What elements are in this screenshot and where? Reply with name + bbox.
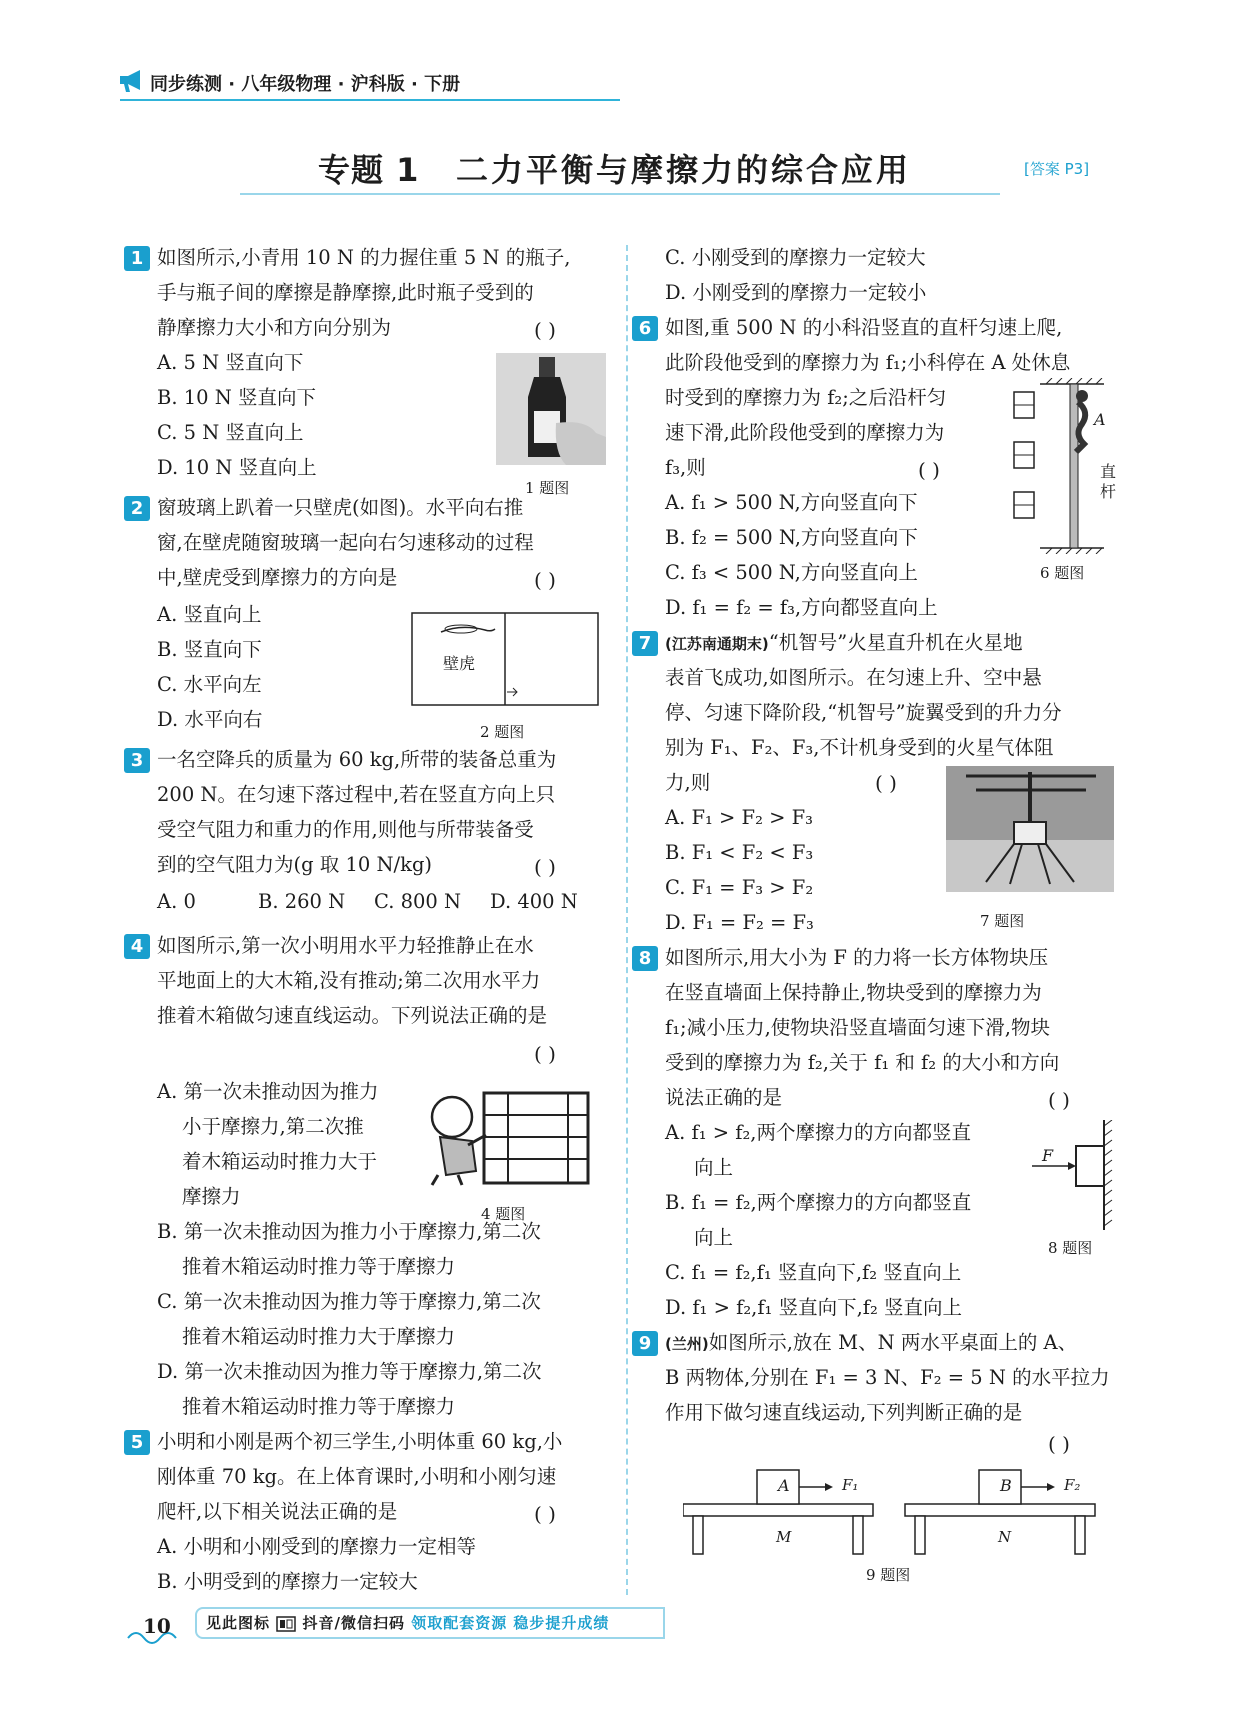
q1-answer-blank: ( ) xyxy=(534,318,556,342)
q6-caption: 6 题图 xyxy=(1040,564,1085,582)
q8-option-d: D. f₁ > f₂,f₁ 竖直向下,f₂ 竖直向上 xyxy=(665,1296,963,1319)
q8-line-5: 说法正确的是 xyxy=(665,1086,783,1109)
q1-option-d: D. 10 N 竖直向上 xyxy=(157,456,317,479)
question-number-9: 9 xyxy=(632,1331,658,1356)
block-b-label: B xyxy=(1000,1476,1012,1495)
q6-answer-blank: ( ) xyxy=(918,458,940,482)
q7-option-a: A. F₁ > F₂ > F₃ xyxy=(665,806,813,829)
q5-option-c: C. 小刚受到的摩擦力一定较大 xyxy=(665,246,926,269)
q2-option-d: D. 水平向右 xyxy=(157,708,263,731)
scan-icon xyxy=(276,1616,296,1632)
mars-helicopter-photo xyxy=(946,766,1114,892)
q6-option-c: C. f₃ < 500 N,方向竖直向上 xyxy=(665,561,918,584)
gecko-label: 壁虎 xyxy=(443,654,476,673)
q2-line-3: 中,壁虎受到摩擦力的方向是 xyxy=(157,566,398,589)
q6-line-5: f₃,则 xyxy=(665,456,706,479)
q8-option-c: C. f₁ = f₂,f₁ 竖直向下,f₂ 竖直向上 xyxy=(665,1261,962,1284)
q3-line-4: 到的空气阻力为(g 取 10 N/kg) xyxy=(157,853,433,876)
q7-line-1 xyxy=(665,626,1023,662)
q4-option-c-2: 推着木箱运动时推力大于摩擦力 xyxy=(182,1325,456,1348)
answer-reference: [答案 P3] xyxy=(1024,160,1090,178)
q7-answer-blank: ( ) xyxy=(875,771,897,795)
q5-option-a: A. 小明和小刚受到的摩擦力一定相等 xyxy=(157,1535,476,1558)
q1-option-b: B. 10 N 竖直向下 xyxy=(157,386,316,409)
q2-option-a: A. 竖直向上 xyxy=(157,603,262,626)
two-tables-diagram xyxy=(683,1466,1103,1556)
q8-answer-blank: ( ) xyxy=(1048,1088,1070,1112)
pole-label: 直杆 xyxy=(1100,462,1117,501)
q7-line-3: 停、匀速下降阶段,“机智号”旋翼受到的升力分 xyxy=(665,701,1062,724)
q9-line-1-text: 如图所示,放在 M、N 两水平桌面上的 A、 xyxy=(708,1331,1078,1354)
question-number-1: 1 xyxy=(124,246,150,271)
q1-line-3: 静摩擦力大小和方向分别为 xyxy=(157,316,392,339)
question-number-4: 4 xyxy=(124,934,150,959)
megaphone-icon xyxy=(118,68,148,94)
table-n-label: N xyxy=(998,1528,1012,1546)
q2-line-2: 窗,在壁虎随窗玻璃一起向右匀速移动的过程 xyxy=(157,531,534,554)
q1-option-a: A. 5 N 竖直向下 xyxy=(157,351,304,374)
question-number-3: 3 xyxy=(124,748,150,773)
q9-source: (兰州) xyxy=(665,1335,709,1353)
q9-caption: 9 题图 xyxy=(866,1566,911,1584)
q4-option-a-4: 摩擦力 xyxy=(182,1185,241,1208)
q7-line-5: 力,则 xyxy=(665,771,711,794)
question-number-6: 6 xyxy=(632,316,658,341)
footer-text-2: 抖音/微信扫码 xyxy=(302,1614,405,1632)
q7-option-c: C. F₁ = F₃ > F₂ xyxy=(665,876,814,899)
q5-line-3: 爬杆,以下相关说法正确的是 xyxy=(157,1500,398,1523)
q7-option-d: D. F₁ = F₂ = F₃ xyxy=(665,911,814,934)
footer-text-1: 见此图标 xyxy=(206,1614,271,1632)
q2-answer-blank: ( ) xyxy=(534,568,556,592)
q4-option-a-1: A. 第一次未推动因为推力 xyxy=(157,1080,379,1103)
q8-line-1: 如图所示,用大小为 F 的力将一长方体物块压 xyxy=(665,946,1049,969)
q4-option-a-2: 小于摩擦力,第二次推 xyxy=(182,1115,364,1138)
question-number-2: 2 xyxy=(124,496,150,521)
q3-line-1: 一名空降兵的质量为 60 kg,所带的装备总重为 xyxy=(157,748,557,771)
question-number-8: 8 xyxy=(632,946,658,971)
q2-caption: 2 题图 xyxy=(480,723,525,741)
q9-line-2: B 两物体,分别在 F₁ = 3 N、F₂ = 5 N 的水平拉力 xyxy=(665,1366,1110,1389)
block-wall-diagram xyxy=(1028,1120,1118,1230)
q1-line-2: 手与瓶子间的摩擦是静摩擦,此时瓶子受到的 xyxy=(157,281,534,304)
q8-option-b-2: 向上 xyxy=(694,1226,734,1249)
q4-option-b-2: 推着木箱运动时推力等于摩擦力 xyxy=(182,1255,456,1278)
q8-option-a-2: 向上 xyxy=(694,1156,734,1179)
q3-option-c: C. 800 N xyxy=(374,890,462,913)
q4-line-2: 平地面上的大木箱,没有推动;第二次用水平力 xyxy=(157,969,541,992)
point-a-label: A xyxy=(1094,410,1106,429)
bottle-photo xyxy=(496,353,606,465)
question-number-7: 7 xyxy=(632,631,658,656)
q4-answer-blank: ( ) xyxy=(534,1042,556,1066)
q6-line-2: 此阶段他受到的摩擦力为 f₁;小科停在 A 处休息 xyxy=(665,351,1071,374)
q4-option-c-1: C. 第一次未推动因为推力等于摩擦力,第二次 xyxy=(157,1290,541,1313)
series-title: 同步练测 · 八年级物理 · 沪科版 · 下册 xyxy=(150,74,461,95)
q6-line-1: 如图,重 500 N 的小科沿竖直的直杆匀速上爬, xyxy=(665,316,1063,339)
q6-line-4: 速下滑,此阶段他受到的摩擦力为 xyxy=(665,421,945,444)
q8-line-2: 在竖直墙面上保持静止,物块受到的摩擦力为 xyxy=(665,981,1042,1004)
window-gecko-diagram xyxy=(411,612,599,706)
q1-line-1: 如图所示,小青用 10 N 的力握住重 5 N 的瓶子, xyxy=(157,246,571,269)
q7-option-b: B. F₁ < F₂ < F₃ xyxy=(665,841,814,864)
q7-line-4: 别为 F₁、F₂、F₃,不计机身受到的火星气体阻 xyxy=(665,736,1054,759)
q5-line-2: 刚体重 70 kg。在上体育课时,小明和小刚匀速 xyxy=(157,1465,557,1488)
q3-line-2: 200 N。在匀速下落过程中,若在竖直方向上只 xyxy=(157,783,556,806)
footer-text xyxy=(206,1612,609,1633)
q4-line-1: 如图所示,第一次小明用水平力轻推静止在水 xyxy=(157,934,534,957)
q9-answer-blank: ( ) xyxy=(1048,1432,1070,1456)
q7-caption: 7 题图 xyxy=(980,912,1025,930)
q4-line-3: 推着木箱做匀速直线运动。下列说法正确的是 xyxy=(157,1004,548,1027)
q2-option-b: B. 竖直向下 xyxy=(157,638,262,661)
table-m-label: M xyxy=(776,1528,792,1546)
header-rule xyxy=(120,99,620,101)
question-number-5: 5 xyxy=(124,1430,150,1455)
q8-option-a-1: A. f₁ > f₂,两个摩擦力的方向都竖直 xyxy=(665,1121,971,1144)
q4-option-b-1: B. 第一次未推动因为推力小于摩擦力,第二次 xyxy=(157,1220,541,1243)
q6-option-b: B. f₂ = 500 N,方向竖直向下 xyxy=(665,526,918,549)
q5-option-d: D. 小刚受到的摩擦力一定较小 xyxy=(665,281,927,304)
q3-option-a: A. 0 xyxy=(157,890,196,913)
column-divider xyxy=(626,245,628,1595)
q7-line-1-text: “机智号”火星直升机在火星地 xyxy=(768,631,1023,654)
block-a-label: A xyxy=(778,1476,790,1495)
q1-caption: 1 题图 xyxy=(525,479,570,497)
q4-option-d-2: 推着木箱运动时推力等于摩擦力 xyxy=(182,1395,456,1418)
page-number: 10 xyxy=(143,1614,171,1638)
q8-line-4: 受到的摩擦力为 f₂,关于 f₁ 和 f₂ 的大小和方向 xyxy=(665,1051,1060,1074)
q3-option-b: B. 260 N xyxy=(258,890,346,913)
q4-caption: 4 题图 xyxy=(481,1205,526,1223)
q6-line-3: 时受到的摩擦力为 f₂;之后沿杆匀 xyxy=(665,386,947,409)
q5-line-1: 小明和小刚是两个初三学生,小明体重 60 kg,小 xyxy=(157,1430,563,1453)
q2-option-c: C. 水平向左 xyxy=(157,673,262,696)
force-f2-label: F₂ xyxy=(1064,1476,1081,1494)
q5-option-b: B. 小明受到的摩擦力一定较大 xyxy=(157,1570,418,1593)
q9-line-1 xyxy=(665,1326,1077,1362)
q8-line-3: f₁;减小压力,使物块沿竖直墙面匀速下滑,物块 xyxy=(665,1016,1051,1039)
force-f1-label: F₁ xyxy=(842,1476,859,1494)
q6-option-a: A. f₁ > 500 N,方向竖直向下 xyxy=(665,491,918,514)
q8-option-b-1: B. f₁ = f₂,两个摩擦力的方向都竖直 xyxy=(665,1191,972,1214)
q2-line-1: 窗玻璃上趴着一只壁虎(如图)。水平向右推 xyxy=(157,496,524,519)
q7-source: (江苏南通期末) xyxy=(665,635,769,653)
page-title: 二力平衡与摩擦力的综合应用 xyxy=(456,151,912,189)
push-box-cartoon xyxy=(418,1085,592,1189)
q4-option-d-1: D. 第一次未推动因为推力等于摩擦力,第二次 xyxy=(157,1360,542,1383)
q8-caption: 8 题图 xyxy=(1048,1239,1093,1257)
force-f-label: F xyxy=(1042,1146,1054,1165)
q4-option-a-3: 着木箱运动时推力大于 xyxy=(182,1150,378,1173)
footer-highlight: 领取配套资源 稳步提升成绩 xyxy=(411,1614,610,1632)
q3-option-d: D. 400 N xyxy=(490,890,578,913)
q9-line-3: 作用下做匀速直线运动,下列判断正确的是 xyxy=(665,1401,1023,1424)
q3-answer-blank: ( ) xyxy=(534,855,556,879)
q6-option-d: D. f₁ = f₂ = f₃,方向都竖直向上 xyxy=(665,596,938,619)
q3-line-3: 受空气阻力和重力的作用,则他与所带装备受 xyxy=(157,818,534,841)
topic-number: 专题 1 xyxy=(318,151,420,189)
q7-line-2: 表首飞成功,如图所示。在匀速上升、空中悬 xyxy=(665,666,1042,689)
q5-answer-blank: ( ) xyxy=(534,1502,556,1526)
q1-option-c: C. 5 N 竖直向上 xyxy=(157,421,304,444)
